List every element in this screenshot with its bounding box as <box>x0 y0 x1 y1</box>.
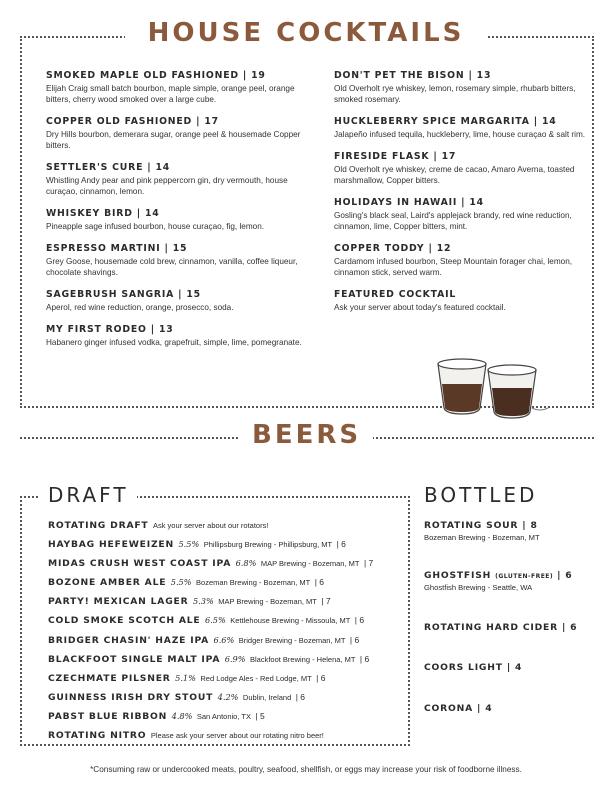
bottled-item: COORS LIGHT | 4 <box>424 662 523 673</box>
beers-divider-right <box>372 437 594 439</box>
draft-row: HAYBAG HEFEWEIZEN 5.5% Phillipsburg Brewing - Phillipsburg, MT | 6 <box>48 539 346 551</box>
cocktail-item: SMOKED MAPLE OLD FASHIONED | 19 Elijah Craig small batch bourbon, maple simple, orange peel, orange bitters, cherry wood smoked over a large cube. <box>46 70 295 104</box>
cocktail-item: DON'T PET THE BISON | 13 Old Overholt rye whiskey, lemon, rosemary simple, rhubarb bitters, smoked rosemary. <box>334 70 576 104</box>
cocktails-left-column <box>46 70 314 359</box>
draft-row: CZECHMATE PILSNER 5.1% Red Lodge Ales - Red Lodge, MT | 6 <box>48 672 326 684</box>
cocktail-item: COPPER OLD FASHIONED | 17 Dry Hills bourbon, demerara sugar, orange peel & housemade Copper bitters. <box>46 116 301 150</box>
draft-row: PARTY! MEXICAN LAGER 5.3% MAP Brewing - Bozeman, MT | 7 <box>48 596 331 608</box>
cocktail-item: HUCKLEBERRY SPICE MARGARITA | 14 Jalapeño infused tequila, huckleberry, lime, house curaçao & salt rim. <box>334 116 586 139</box>
cocktails-title: HOUSE COCKTAILS <box>125 18 487 48</box>
cocktail-item: SETTLER'S CURE | 14 Whistling Andy pear and pink peppercorn gin, dry vermouth, house curaçao, cinnamon, lemon. <box>46 162 288 196</box>
draft-row: BOZONE AMBER ALE 5.5% Bozeman Brewing - Bozeman, MT | 6 <box>48 577 324 589</box>
draft-row: ROTATING DRAFT Ask your server about our rotators! <box>48 520 269 531</box>
bottled-item: ROTATING SOUR | 8 Bozeman Brewing - Bozeman, MT <box>424 520 540 542</box>
draft-row: ROTATING NITRO Please ask your server about our rotating nitro beer! <box>48 730 324 742</box>
draft-row: BLACKFOOT SINGLE MALT IPA 6.9% Blackfoot Brewing - Helena, MT | 6 <box>48 653 370 665</box>
bottled-item: CORONA | 4 <box>424 703 493 714</box>
cocktails-right-column <box>334 70 602 324</box>
bottled-heading: BOTTLED <box>424 483 538 507</box>
draft-row: MIDAS CRUSH WEST COAST IPA 6.8% MAP Brewing - Bozeman, MT | 7 <box>48 558 374 570</box>
foodborne-disclaimer: *Consuming raw or undercooked meats, poultry, seafood, shellfish, or eggs may increase your risk of foodborne illness. <box>90 765 522 774</box>
cocktail-item: SAGEBRUSH SANGRIA | 15 Aperol, red wine reduction, orange, prosecco, soda. <box>46 289 234 312</box>
beers-divider-left <box>20 437 242 439</box>
bottled-item: ROTATING HARD CIDER | 6 <box>424 622 578 633</box>
cocktail-item: FIRESIDE FLASK | 17 Old Overholt rye whiskey, creme de cacao, Amaro Averna, toasted marshmallow, Copper bitters. <box>334 151 575 185</box>
draft-row: BRIDGER CHASIN' HAZE IPA 6.6% Bridger Brewing - Bozeman, MT | 6 <box>48 634 360 646</box>
beers-title: BEERS <box>240 420 373 450</box>
glass-icon <box>488 365 536 418</box>
glass-icon <box>438 359 486 414</box>
draft-list <box>48 515 398 744</box>
bottled-item: GHOSTFISH (GLUTEN-FREE) | 6 Ghostfish Brewing - Seattle, WA <box>424 570 573 592</box>
cocktail-item: FEATURED COCKTAIL Ask your server about today's featured cocktail. <box>334 289 506 312</box>
draft-row: COLD SMOKE SCOTCH ALE 6.5% Kettlehouse Brewing - Missoula, MT | 6 <box>48 615 365 627</box>
draft-row: PABST BLUE RIBBON 4.8% San Antonio, TX | 5 <box>48 710 265 722</box>
cocktail-item: ESPRESSO MARTINI | 15 Grey Goose, housemade cold brew, cinnamon, vanilla, coffee liqueur, chocolate shavings. <box>46 243 298 277</box>
cocktail-item: COPPER TODDY | 12 Cardamom infused bourbon, Steep Mountain forager chai, lemon, cinnamon stick, served warm. <box>334 243 573 277</box>
draft-heading: DRAFT <box>40 483 137 507</box>
bottled-list <box>424 520 594 733</box>
cocktail-item: MY FIRST RODEO | 13 Habanero ginger infused vodka, grapefruit, simple, lime, pomegranate. <box>46 324 302 347</box>
cocktail-item: HOLIDAYS IN HAWAII | 14 Gosling's black seal, Laird's applejack brandy, red wine reduction, cinnamon, lime, Copper bitters, mint. <box>334 197 572 231</box>
cocktail-item: WHISKEY BIRD | 14 Pineapple sage infused bourbon, house curaçao, fig, lemon. <box>46 208 265 231</box>
whiskey-glasses-illustration <box>432 350 552 422</box>
draft-row: GUINNESS IRISH DRY STOUT 4.2% Dublin, Ireland | 6 <box>48 691 306 703</box>
